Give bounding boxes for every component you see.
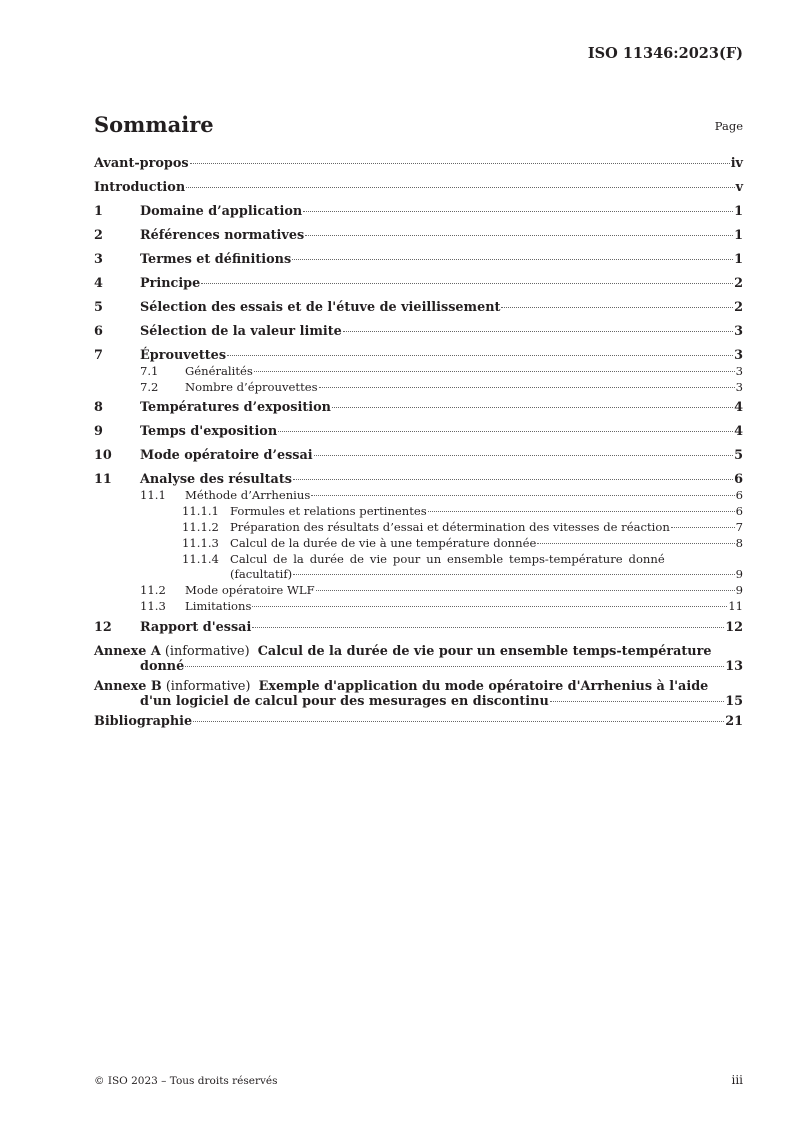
toc-entry-5[interactable]: 5 Sélection des essais et de l'étuve de vieillissement 2 [94,300,743,315]
toc-entry-8[interactable]: 8 Températures d’exposition 4 [94,400,743,415]
leader-dots [343,331,733,332]
toc-entry-12[interactable]: 12 Rapport d'essai 12 [94,620,743,635]
toc-entry-10[interactable]: 10 Mode opératoire d’essai 5 [94,448,743,463]
toc-entry-11[interactable]: 11 Analyse des résultats 6 [94,472,743,487]
leader-dots [201,283,733,284]
leader-dots [186,187,734,188]
table-of-contents [94,156,743,738]
leader-dots [292,259,733,260]
leader-dots [501,307,733,308]
toc-entry-7[interactable]: 7 Éprouvettes 3 [94,348,743,363]
toc-entry-1[interactable]: 1 Domaine d’application 1 [94,204,743,219]
toc-entry-6[interactable]: 6 Sélection de la valeur limite 3 [94,324,743,339]
page-column-label: Page [714,119,743,133]
leader-dots [550,701,724,702]
leader-dots [293,479,733,480]
toc-entry-4[interactable]: 4 Principe 2 [94,276,743,291]
toc-entry-bibliographie[interactable]: Bibliographie 21 [94,714,743,729]
toc-entry-11-1-2[interactable]: 11.1.2 Préparation des résultats d’essai et détermination des vitesses de réaction 7 [182,520,743,534]
toc-entry-annex-b[interactable]: Annexe B (informative) Exemple d'application du mode opératoire d'Arrhenius à l'aide d'un logiciel de calcul pour des mesurages en discontinu 15 [94,679,743,709]
toc-entry-annex-a[interactable]: Annexe A (informative) Calcul de la durée de vie pour un ensemble temps-température donné 13 [94,644,743,674]
leader-dots [305,235,733,236]
toc-entry-introduction[interactable]: Introduction v [94,180,743,195]
leader-dots [537,543,734,544]
toc-entry-11-3[interactable]: 11.3 Limitations 11 [140,599,743,613]
leader-dots [185,666,724,667]
document-code: ISO 11346:2023(F) [587,45,743,62]
toc-entry-11-1-3[interactable]: 11.1.3 Calcul de la durée de vie à une température donnée 8 [182,536,743,550]
leader-dots [314,455,733,456]
toc-entry-avant-propos[interactable]: Avant-propos iv [94,156,743,171]
leader-dots [254,371,735,372]
leader-dots [252,606,727,607]
page-title: Sommaire [94,112,214,137]
leader-dots [227,355,733,356]
toc-entry-11-1-1[interactable]: 11.1.1 Formules et relations pertinentes 6 [182,504,743,518]
footer-page-number: iii [731,1073,743,1087]
toc-entry-3[interactable]: 3 Termes et définitions 1 [94,252,743,267]
leader-dots [332,407,733,408]
leader-dots [252,627,724,628]
toc-entry-7-2[interactable]: 7.2 Nombre d’éprouvettes 3 [140,380,743,394]
leader-dots [311,495,734,496]
leader-dots [193,721,724,722]
leader-dots [316,590,735,591]
toc-entry-11-1-4[interactable]: 11.1.4 Calcul de la durée de vie pour un ensemble temps-température donné (facultatif) 9 [182,552,743,581]
leader-dots [278,431,733,432]
leader-dots [190,163,730,164]
leader-dots [319,387,735,388]
toc-entry-9[interactable]: 9 Temps d'exposition 4 [94,424,743,439]
toc-entry-11-2[interactable]: 11.2 Mode opératoire WLF 9 [140,583,743,597]
leader-dots [303,211,733,212]
footer-copyright: © ISO 2023 – Tous droits réservés [94,1075,278,1087]
leader-dots [293,574,734,575]
toc-entry-7-1[interactable]: 7.1 Généralités 3 [140,364,743,378]
toc-entry-11-1[interactable]: 11.1 Méthode d’Arrhenius 6 [140,488,743,502]
toc-entry-2[interactable]: 2 Références normatives 1 [94,228,743,243]
leader-dots [671,527,735,528]
leader-dots [428,511,735,512]
